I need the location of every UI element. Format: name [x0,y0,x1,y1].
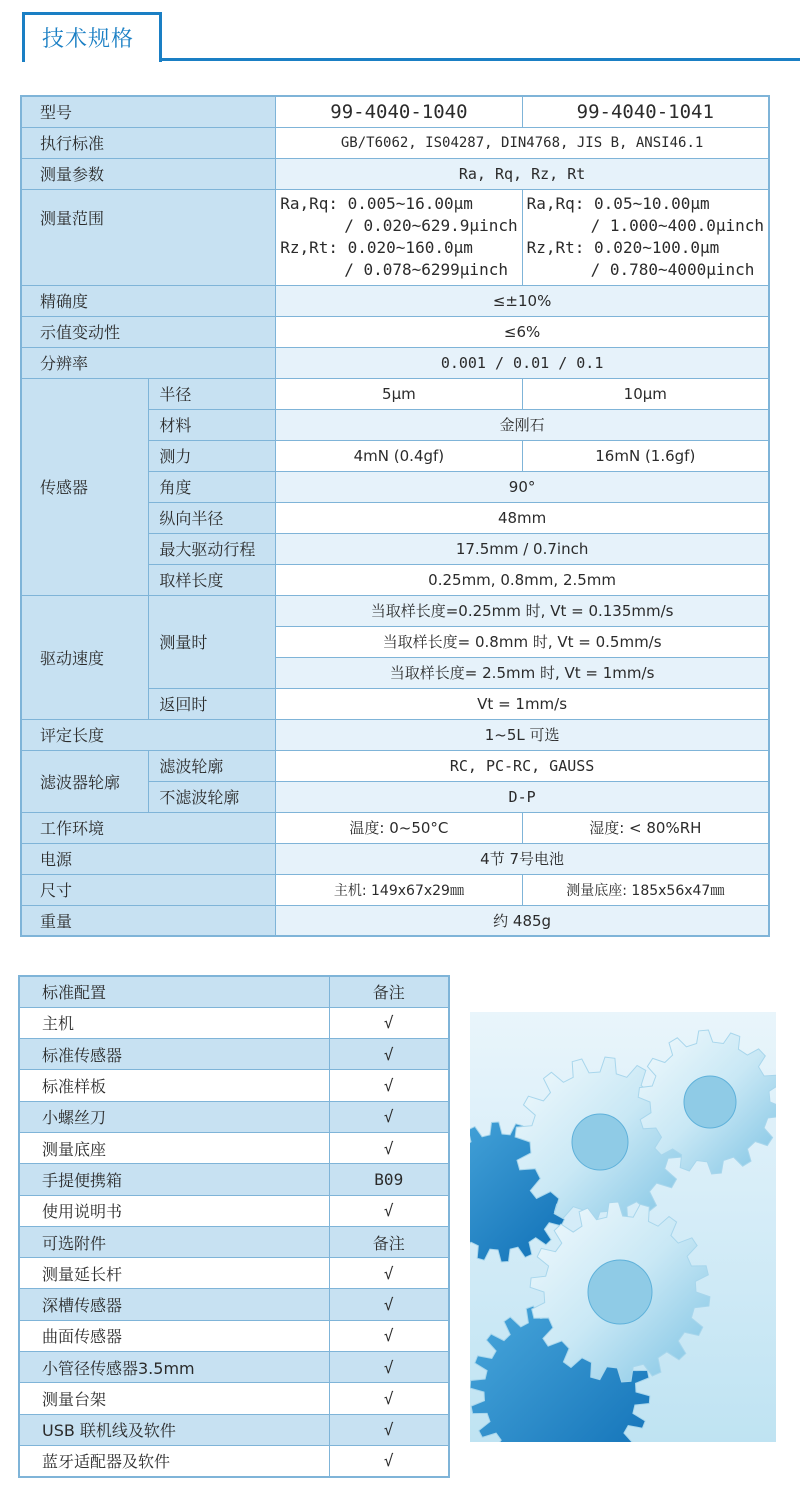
section-header [0,0,800,62]
range-text: Ra,Rq: 0.005~16.00μm [280,194,473,213]
spec-row-model [21,96,769,127]
gears-illustration [470,1012,776,1442]
config-item-note: √ [329,1289,449,1320]
page-title: 技术规格 [42,27,135,52]
spec-value: 0.001 / 0.01 / 0.1 [276,347,769,378]
range-text: / 0.780~4000μinch [590,260,755,279]
config-row [19,1007,449,1038]
config-item-note: 备注 [329,976,449,1007]
sub-label: 返回时 [149,688,276,719]
config-item-name: 测量台架 [19,1383,329,1414]
spec-row-power [21,843,769,874]
model-a: 99-4040-1040 [276,96,522,127]
sub-label: 半径 [149,378,276,409]
config-item-note: √ [329,1195,449,1226]
config-row [19,1132,449,1163]
spec-row-sensor-radius [21,378,769,409]
config-item-name: 蓝牙适配器及软件 [19,1445,329,1476]
sub-label: 测力 [149,440,276,471]
group-label: 驱动速度 [21,595,149,719]
spec-value: 当取样长度=0.25mm 时, Vt = 0.135mm/s [276,595,769,626]
config-item-name: 深槽传感器 [19,1289,329,1320]
config-item-name: 小管径传感器3.5mm [19,1352,329,1383]
spec-row-filter-1 [21,750,769,781]
config-item-name: USB 联机线及软件 [19,1414,329,1445]
spec-value: 1~5L 可选 [276,719,769,750]
range-text: Ra,Rq: 0.05~10.00μm [526,194,710,213]
config-item-note: √ [329,1320,449,1351]
spec-value: 4节 7号电池 [276,843,769,874]
sub-label: 纵向半径 [149,502,276,533]
sub-label: 角度 [149,471,276,502]
range-text: / 1.000~400.0μinch [590,216,764,235]
spec-value: 测量底座: 185x56x47㎜ [522,874,769,905]
spec-row-repeat [21,316,769,347]
sub-label: 材料 [149,409,276,440]
spec-row-eval [21,719,769,750]
model-b: 99-4040-1041 [522,96,769,127]
spec-row-range [21,189,769,285]
spec-row-resolution [21,347,769,378]
config-row [19,1352,449,1383]
gear-hole [588,1260,652,1324]
spec-row-params [21,158,769,189]
config-row [19,1195,449,1226]
config-row [19,1320,449,1351]
spec-row-standard [21,127,769,158]
spec-row-accuracy [21,285,769,316]
config-item-name: 手提便携箱 [19,1164,329,1195]
spec-label: 重量 [21,905,276,936]
spec-value: D-P [276,781,769,812]
config-row [19,1164,449,1195]
spec-value: 温度: 0~50°C [276,812,522,843]
spec-value: GB/T6062, IS04287, DIN4768, JIS B, ANSI46.1 [276,127,769,158]
config-item-name: 曲面传感器 [19,1320,329,1351]
sub-label: 取样长度 [149,564,276,595]
config-row [19,1039,449,1070]
spec-value: 48mm [276,502,769,533]
range-b [522,189,769,285]
config-item-note: √ [329,1101,449,1132]
config-item-note: √ [329,1039,449,1070]
config-item-note: √ [329,1445,449,1476]
spec-value: 湿度: < 80%RH [522,812,769,843]
group-label: 传感器 [21,378,149,595]
group-label: 滤波器轮廓 [21,750,149,812]
spec-value: 4mN (0.4gf) [276,440,522,471]
spec-value: 17.5mm / 0.7inch [276,533,769,564]
spec-value: 金刚石 [276,409,769,440]
config-item-note: √ [329,1258,449,1289]
sub-label: 滤波轮廓 [149,750,276,781]
config-row [19,976,449,1007]
spec-label: 工作环境 [21,812,276,843]
spec-label: 测量参数 [21,158,276,189]
spec-label: 分辨率 [21,347,276,378]
spec-value: 0.25mm, 0.8mm, 2.5mm [276,564,769,595]
spec-value: 主机: 149x67x29㎜ [276,874,522,905]
spec-value: ≤6% [276,316,769,347]
config-row [19,1414,449,1445]
spec-value: ≤±10% [276,285,769,316]
spec-value: 约 485g [276,905,769,936]
config-table [18,975,450,1478]
spec-value: 10μm [522,378,769,409]
spec-label: 执行标准 [21,127,276,158]
range-text: Rz,Rt: 0.020~160.0μm [280,238,473,257]
config-item-name: 可选附件 [19,1226,329,1257]
gears-image [470,1012,776,1442]
config-item-note: √ [329,1352,449,1383]
config-item-note: √ [329,1070,449,1101]
config-item-name: 标准传感器 [19,1039,329,1070]
config-item-note: √ [329,1007,449,1038]
spec-row-env [21,812,769,843]
spec-value: 当取样长度= 2.5mm 时, Vt = 1mm/s [276,657,769,688]
spec-row-drive-1 [21,595,769,626]
config-item-note: 备注 [329,1226,449,1257]
config-item-note: B09 [329,1164,449,1195]
config-row [19,1258,449,1289]
gear-hole [684,1076,736,1128]
spec-value: RC, PC-RC, GAUSS [276,750,769,781]
gear-hole [572,1114,628,1170]
spec-value: 5μm [276,378,522,409]
spec-label: 评定长度 [21,719,276,750]
range-text: / 0.078~6299μinch [344,260,508,279]
spec-value: 16mN (1.6gf) [522,440,769,471]
config-item-name: 标准样板 [19,1070,329,1101]
range-text: Rz,Rt: 0.020~100.0μm [526,238,720,257]
config-item-note: √ [329,1383,449,1414]
config-item-name: 测量延长杆 [19,1258,329,1289]
spec-value: 当取样长度= 0.8mm 时, Vt = 0.5mm/s [276,626,769,657]
spec-value: Vt = 1mm/s [276,688,769,719]
range-text: / 0.020~629.9μinch [344,216,518,235]
spec-value: 90° [276,471,769,502]
config-row [19,1070,449,1101]
spec-label: 型号 [21,96,276,127]
sub-label: 测量时 [149,595,276,688]
spec-row-weight [21,905,769,936]
header-divider [162,58,800,61]
spec-label: 测量范围 [21,189,276,285]
config-item-name: 测量底座 [19,1132,329,1163]
sub-label: 最大驱动行程 [149,533,276,564]
config-item-name: 小螺丝刀 [19,1101,329,1132]
spec-table [20,95,770,937]
config-row [19,1445,449,1476]
config-item-note: √ [329,1132,449,1163]
config-row [19,1289,449,1320]
spec-label: 电源 [21,843,276,874]
config-row [19,1101,449,1132]
config-item-name: 使用说明书 [19,1195,329,1226]
range-a [276,189,522,285]
config-item-name: 标准配置 [19,976,329,1007]
spec-row-size [21,874,769,905]
spec-label: 尺寸 [21,874,276,905]
spec-label: 示值变动性 [21,316,276,347]
spec-value: Ra, Rq, Rz, Rt [276,158,769,189]
spec-label: 精确度 [21,285,276,316]
config-row [19,1383,449,1414]
config-item-name: 主机 [19,1007,329,1038]
config-row [19,1226,449,1257]
sub-label: 不滤波轮廓 [149,781,276,812]
config-item-note: √ [329,1414,449,1445]
